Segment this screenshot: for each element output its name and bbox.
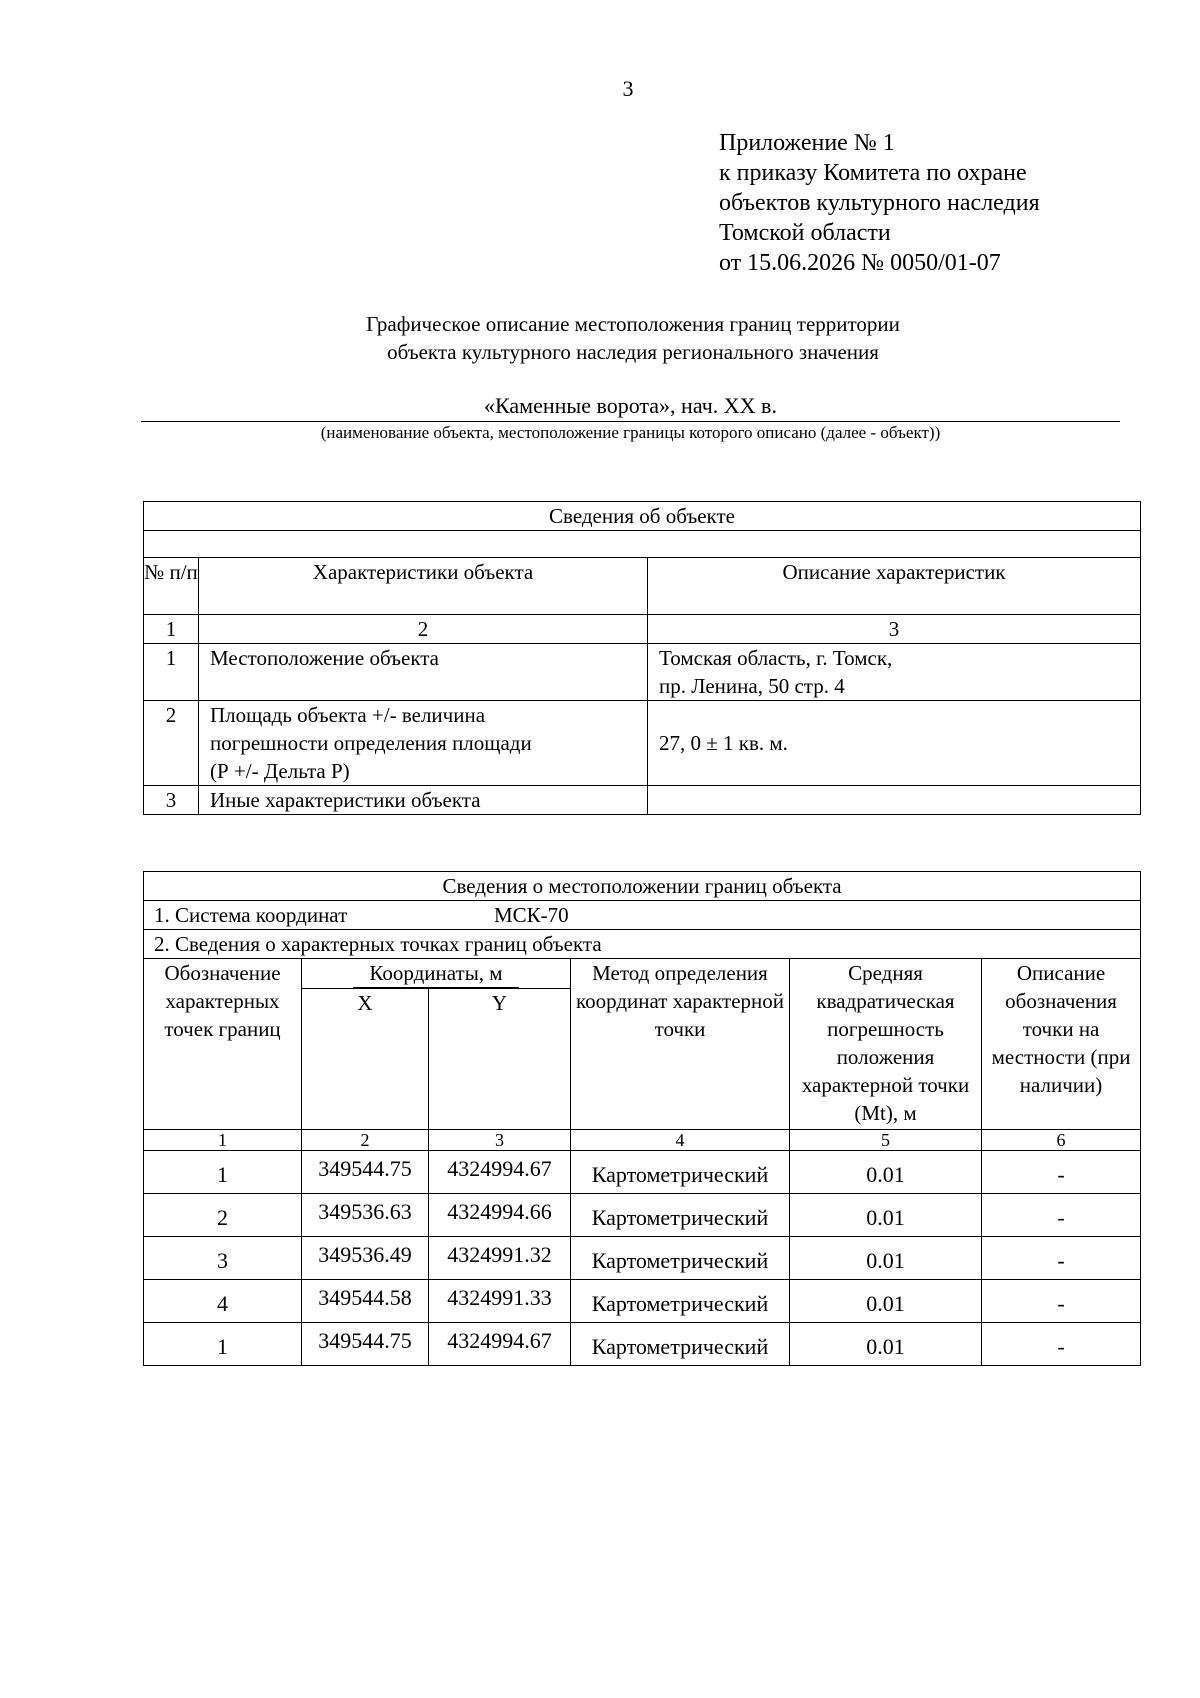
table-row [144, 1280, 1141, 1323]
col-number: 1 [144, 1130, 302, 1151]
cell-error: 0.01 [790, 1151, 982, 1194]
table-title: Сведения о местоположении границ объекта [144, 872, 1141, 901]
boundary-table [143, 871, 1141, 1366]
table-row [144, 701, 1141, 786]
empty-row [144, 531, 1141, 558]
cell-point: 1 [144, 1151, 302, 1194]
object-caption: (наименование объекта, местоположение границы которого описано (далее - объект)) [320, 423, 941, 442]
col-number: 4 [571, 1130, 790, 1151]
row-num: 1 [144, 644, 199, 701]
cell-description: - [982, 1237, 1141, 1280]
table-row [144, 1237, 1141, 1280]
row-value [648, 644, 1141, 701]
col-number: 2 [302, 1130, 429, 1151]
coordinate-system-label: 1. Система координат [154, 903, 348, 927]
cell-point: 3 [144, 1237, 302, 1280]
table-title: Сведения об объекте [144, 502, 1141, 531]
cell-point: 4 [144, 1280, 302, 1323]
title-line: Графическое описание местоположения границ территории [366, 312, 900, 336]
col-number: 6 [982, 1130, 1141, 1151]
header-method: Метод определения координат характерной точки [571, 959, 790, 1130]
cell-method: Картометрический [571, 1151, 790, 1194]
value-line: Томская область, г. Томск, [659, 646, 893, 670]
cell-description: - [982, 1151, 1141, 1194]
cell-point: 2 [144, 1194, 302, 1237]
appendix-header [719, 128, 1040, 278]
header-coords [302, 959, 571, 989]
title-line: объекта культурного наследия регионального значения [387, 340, 879, 364]
cell-error: 0.01 [790, 1280, 982, 1323]
name-line: (Р +/- Дельта Р) [210, 759, 350, 783]
cell-y: 4324994.67 [429, 1323, 571, 1366]
appendix-line: Приложение № 1 [719, 130, 895, 156]
cell-error: 0.01 [790, 1323, 982, 1366]
table-row [144, 644, 1141, 701]
header-designation: Обозначение характерных точек границ [144, 959, 302, 1130]
cell-point: 1 [144, 1323, 302, 1366]
cell-description: - [982, 1194, 1141, 1237]
row-name: Иные характеристики объекта [199, 786, 648, 815]
header-description: Описание характеристик [648, 558, 1141, 615]
cell-method: Картометрический [571, 1280, 790, 1323]
col-number: 5 [790, 1130, 982, 1151]
row-num: 2 [144, 701, 199, 786]
header-error: Средняя квадратическая погрешность положения характерной точки (Mt), м [790, 959, 982, 1130]
table-row [144, 1323, 1141, 1366]
header-characteristics: Характеристики объекта [199, 558, 648, 615]
coordinate-system-value: МСК-70 [494, 903, 569, 927]
cell-error: 0.01 [790, 1194, 982, 1237]
cell-x: 349544.58 [302, 1280, 429, 1323]
points-label: 2. Сведения о характерных точках границ объекта [144, 930, 1141, 959]
row-value [648, 786, 1141, 815]
row-name: Местоположение объекта [199, 644, 648, 701]
object-name: «Каменные ворота», нач. XX в. [484, 393, 777, 418]
row-num: 3 [144, 786, 199, 815]
header-num: № п/п [144, 558, 199, 615]
cell-y: 4324994.67 [429, 1151, 571, 1194]
cell-x: 349544.75 [302, 1323, 429, 1366]
cell-y: 4324991.33 [429, 1280, 571, 1323]
appendix-line: объектов культурного наследия [719, 190, 1040, 216]
cell-x: 349536.49 [302, 1237, 429, 1280]
appendix-line: от 15.06.2026 № 0050/01-07 [719, 250, 1001, 276]
col-number: 2 [199, 615, 648, 644]
name-line: погрешности определения площади [210, 731, 532, 755]
table-row [144, 786, 1141, 815]
header-coords-label: Координаты, м [353, 959, 518, 988]
appendix-line: к приказу Комитета по охране [719, 160, 1027, 186]
cell-x: 349544.75 [302, 1151, 429, 1194]
name-line: Площадь объекта +/- величина [210, 703, 486, 727]
table-row [144, 1194, 1141, 1237]
cell-y: 4324991.32 [429, 1237, 571, 1280]
document-title [0, 310, 1200, 366]
appendix-line: Томской области [719, 220, 891, 246]
cell-method: Картометрический [571, 1323, 790, 1366]
cell-x: 349536.63 [302, 1194, 429, 1237]
cell-description: - [982, 1280, 1141, 1323]
cell-method: Картометрический [571, 1237, 790, 1280]
cell-y: 4324994.66 [429, 1194, 571, 1237]
header-x: X [302, 989, 429, 1130]
col-number: 3 [648, 615, 1141, 644]
object-info-table [143, 501, 1141, 815]
cell-method: Картометрический [571, 1194, 790, 1237]
header-y: Y [429, 989, 571, 1130]
header-point-description: Описание обозначения точки на местности (при наличии) [982, 959, 1141, 1130]
table-row [144, 1151, 1141, 1194]
col-number: 1 [144, 615, 199, 644]
page-number: 3 [622, 76, 634, 101]
coordinate-system-row [144, 901, 1141, 930]
row-value: 27, 0 ± 1 кв. м. [648, 701, 1141, 786]
cell-description: - [982, 1323, 1141, 1366]
col-number: 3 [429, 1130, 571, 1151]
row-name [199, 701, 648, 786]
cell-error: 0.01 [790, 1237, 982, 1280]
object-underline [141, 421, 1120, 422]
value-line: пр. Ленина, 50 стр. 4 [659, 674, 845, 698]
